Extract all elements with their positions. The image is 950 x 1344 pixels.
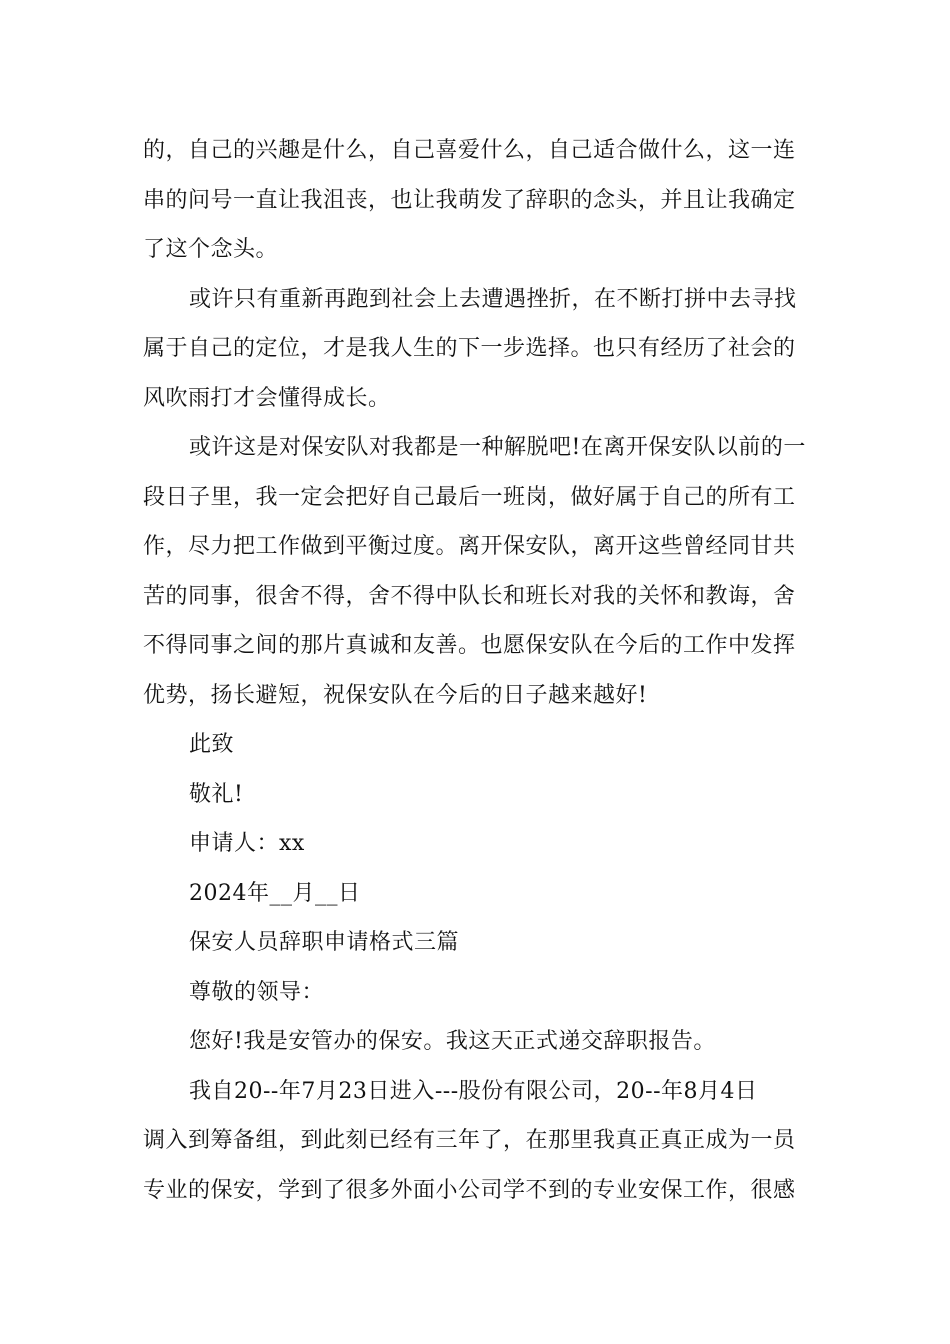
section-title: 保安人员辞职申请格式三篇 [189, 930, 460, 955]
text-line: 专业的保安，学到了很多外面小公司学不到的专业安保工作，很感 [143, 1177, 796, 1203]
text-line: 不得同事之间的那片真诚和友善。也愿保安队在今后的工作中发挥 [143, 633, 796, 658]
text-line: 属于自己的定位，才是我人生的下一步选择。也只有经历了社会的 [143, 336, 796, 361]
text-line: 调入到筹备组，到此刻已经有三年了，在那里我真正真正成为一员 [143, 1128, 796, 1153]
greeting-line: 尊敬的领导： [189, 979, 325, 1005]
closing-salutation: 此致 [189, 732, 235, 757]
closing-regards: 敬礼! [189, 781, 244, 807]
text-line: 段日子里，我一定会把好自己最后一班岗，做好属于自己的所有工 [143, 484, 796, 510]
text-line: 串的问号一直让我沮丧，也让我萌发了辞职的念头，并且让我确定 [143, 187, 796, 213]
paragraph-start-line: 我自20--年7月23日进入---股份有限公司，20--年8月4日 [189, 1078, 758, 1104]
applicant-line: 申请人：xx [189, 831, 305, 856]
document-body [143, 126, 807, 1215]
text-line: 的，自己的兴趣是什么，自己喜爱什么，自己适合做什么，这一连 [143, 138, 796, 163]
paragraph-start-line: 或许这是对保安队对我都是一种解脱吧!在离开保安队以前的一 [189, 435, 806, 460]
text-line: 作，尽力把工作做到平衡过度。离开保安队，离开这些曾经同甘共 [143, 534, 796, 559]
text-line: 优势，扬长避短，祝保安队在今后的日子越来越好! [143, 682, 648, 708]
paragraph-start-line: 或许只有重新再跑到社会上去遭遇挫折，在不断打拼中去寻找 [189, 286, 797, 312]
date-line: 2024年__月__日 [189, 880, 361, 906]
text-line: 风吹雨打才会懂得成长。 [143, 385, 391, 411]
text-line: 了这个念头。 [143, 237, 279, 262]
text-line: 苦的同事，很舍不得，舍不得中队长和班长对我的关怀和教诲，舍 [143, 583, 796, 609]
paragraph-start-line: 您好!我是安管办的保安。我这天正式递交辞职报告。 [189, 1029, 716, 1054]
